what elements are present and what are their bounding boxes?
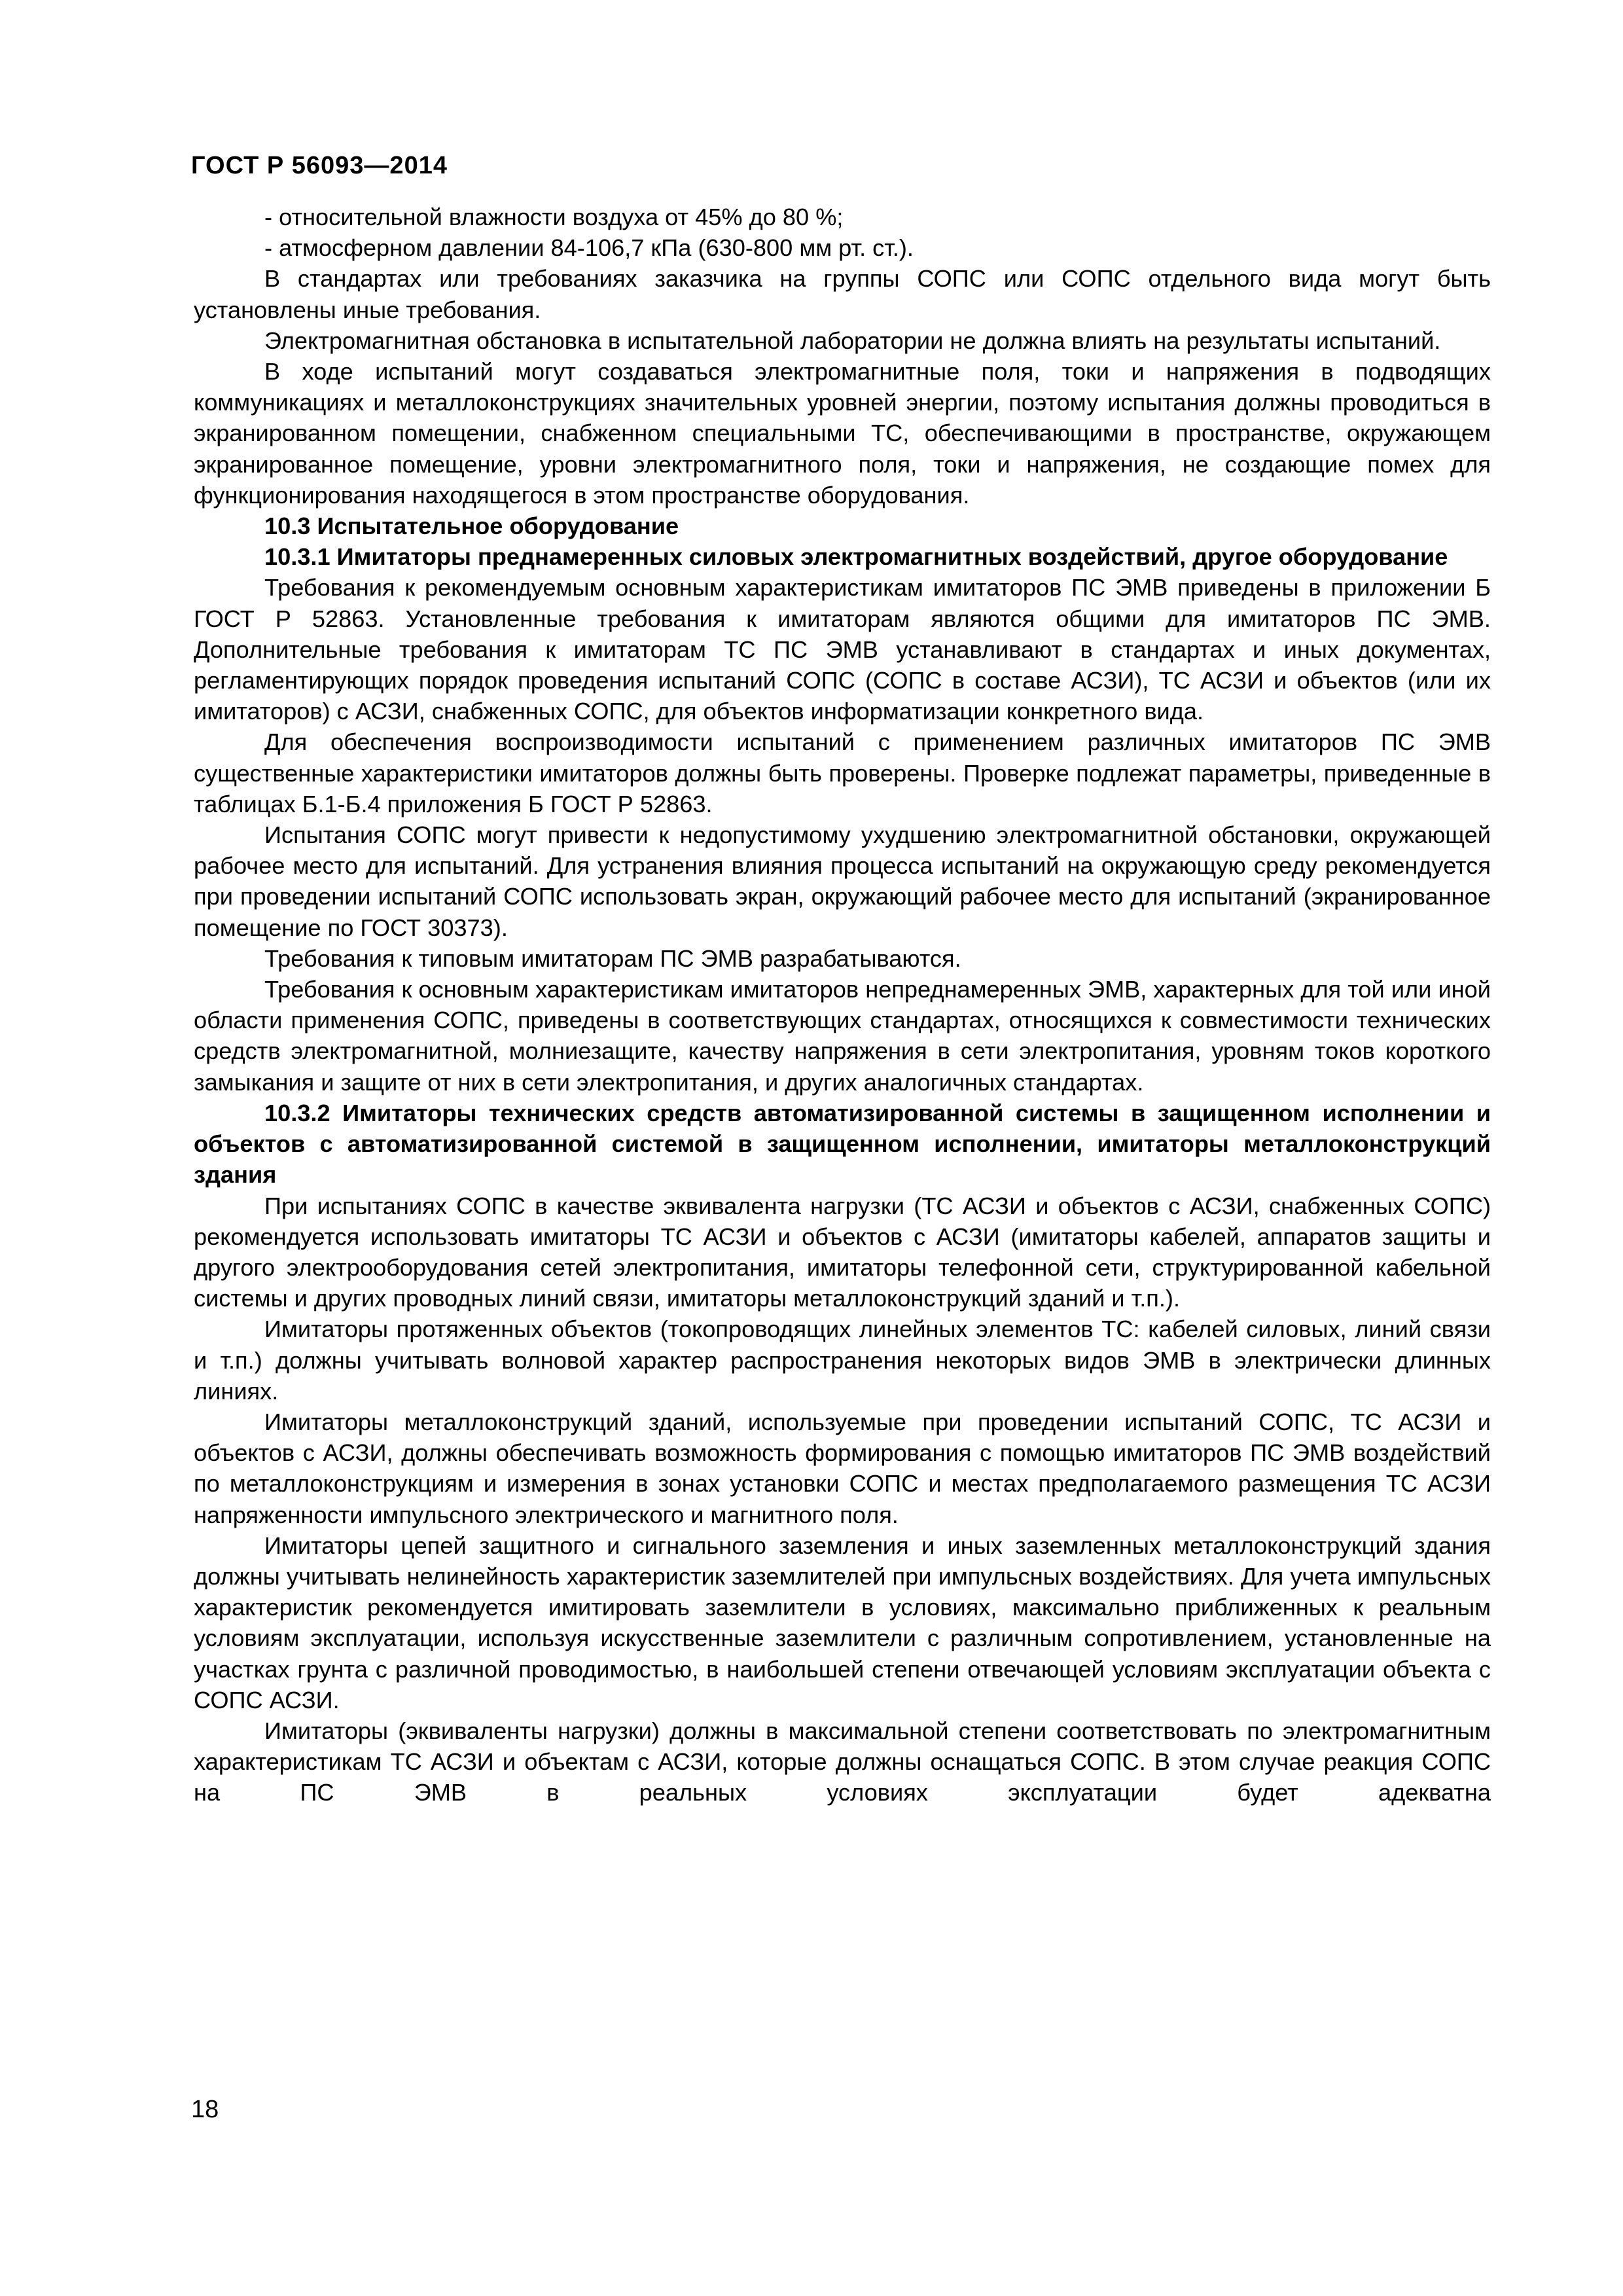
section-heading-10-3-1: 10.3.1 Имитаторы преднамеренных силовых электромагнитных воздействий, другое оборудование <box>264 543 1448 571</box>
paragraph-reproducibility: Для обеспечения воспроизводимости испытаний с применением различных имитаторов ПС ЭМВ существенные характеристики имитаторов должны быть проверены. Проверке подлежат параметры, приведенные в таблицах Б.1-Б.4 приложения Б ГОСТ Р 52863. <box>194 728 1491 817</box>
page-number: 18 <box>191 2096 219 2123</box>
paragraph-load-equivalent: При испытаниях СОПС в качестве эквивалента нагрузки (ТС АСЗИ и объектов с АСЗИ, снабженных СОПС) рекомендуется использовать имитаторы ТС АСЗИ и объектов с АСЗИ (имитаторы кабелей, аппаратов защиты и другого электрооборудования сетей электропитания, имитаторы телефонной сети, структурированной кабельной системы и других проводных линий связи, имитаторы металлоконструкций зданий и т.п.). <box>194 1192 1491 1312</box>
paragraph-shielded-room: В ходе испытаний могут создаваться электромагнитные поля, токи и напряжения в подводящих коммуникациях и металлоконструкциях значительных уровней энергии, поэтому испытания должны проводиться в экранированном помещении, снабженном специальными ТС, обеспечивающими в пространстве, окружающем экранированное помещение, уровни электромагнитного поля, токи и напряжения, не создающие помех для функционирования находящегося в этом пространстве оборудования. <box>194 358 1491 509</box>
paragraph-extended-objects: Имитаторы протяженных объектов (токопроводящих линейных элементов ТС: кабелей силовых, линий связи и т.п.) должны учитывать волновой характер распространения некоторых видов ЭМВ в электрически длинных линиях. <box>194 1316 1491 1405</box>
document-body <box>194 202 1491 1808</box>
paragraph-metal-structures: Имитаторы металлоконструкций зданий, используемые при проведении испытаний СОПС, ТС АСЗИ и объектов с АСЗИ, должны обеспечивать возможность формирования с помощью имитаторов ПС ЭМВ воздействий по металлоконструкциям и измерения в зонах установки СОПС и местах предполагаемого размещения ТС АСЗИ напряженности импульсного электрического и магнитного поля. <box>194 1408 1491 1528</box>
paragraph-grounding-circuits: Имитаторы цепей защитного и сигнального заземления и иных заземленных металлоконструкций здания должны учитывать нелинейность характеристик заземлителей при импульсных воздействиях. Для учета импульсных характеристик рекомендуется имитировать заземлители в условиях, максимально приближенных к реальным условиям эксплуатации, используя искусственные заземлители с различным сопротивлением, установленные на участках грунта с различной проводимостью, в наибольшей степени отвечающей условиям эксплуатации объекта с СОПС АСЗИ. <box>194 1532 1491 1713</box>
paragraph-pressure: - атмосферном давлении 84-106,7 кПа (630-800 мм рт. ст.). <box>264 234 914 262</box>
paragraph-test-screen: Испытания СОПС могут привести к недопустимому ухудшению электромагнитной обстановки, окружающей рабочее место для испытаний. Для устранения влияния процесса испытаний на окружающую среду рекомендуется при проведении испытаний СОПС использовать экран, окружающий рабочее место для испытаний (экранированное помещение по ГОСТ 30373). <box>194 821 1491 941</box>
paragraph-load-simulators: Имитаторы (эквиваленты нагрузки) должны в максимальной степени соответствовать по электромагнитным характеристикам ТС АСЗИ и объектам с АСЗИ, которые должны оснащаться СОПС. В этом случае реакция СОПС на ПС ЭМВ в реальных условиях эксплуатации будет адекватна <box>194 1717 1491 1806</box>
section-heading-10-3-2: 10.3.2 Имитаторы технических средств автоматизированной системы в защищенном исполнении и объектов с автоматизированной системой в защищенном исполнении, имитаторы металлоконструкций здания <box>194 1099 1491 1189</box>
paragraph-typical-simulators: Требования к типовым имитаторам ПС ЭМВ разрабатываются. <box>264 944 961 972</box>
paragraph-simulator-requirements: Требования к рекомендуемым основным характеристикам имитаторов ПС ЭМВ приведены в приложении Б ГОСТ Р 52863. Установленные требования к имитаторам являются общими для имитаторов ПС ЭМВ. Дополнительные требования к имитаторам ТС ПС ЭМВ устанавливают в стандартах и иных документах, регламентирующих порядок проведения испытаний СОПС (СОПС в составе АСЗИ), ТС АСЗИ и объектов (или их имитаторов) с АСЗИ, снабженных СОПС, для объектов информатизации конкретного вида. <box>194 574 1491 725</box>
paragraph-unintended-emi: Требования к основным характеристикам имитаторов непреднамеренных ЭМВ, характерных для той или иной области применения СОПС, приведены в соответствующих стандартах, относящихся к совместимости технических средств электромагнитной, молниезащите, качеству напряжения в сети электропитания, уровням токов короткого замыкания и защите от них в сети электропитания, и других аналогичных стандартах. <box>194 976 1491 1096</box>
paragraph-electromagnetic-environment: Электромагнитная обстановка в испытательной лаборатории не должна влиять на результаты испытаний. <box>264 327 1441 354</box>
standard-header: ГОСТ Р 56093—2014 <box>191 152 448 179</box>
paragraph-humidity: - относительной влажности воздуха от 45% до 80 %; <box>264 204 844 230</box>
section-heading-10-3: 10.3 Испытательное оборудование <box>264 512 679 540</box>
paragraph-customer-requirements: В стандартах или требованиях заказчика на группы СОПС или СОПС отдельного вида могут быть установлены иные требования. <box>194 265 1491 323</box>
